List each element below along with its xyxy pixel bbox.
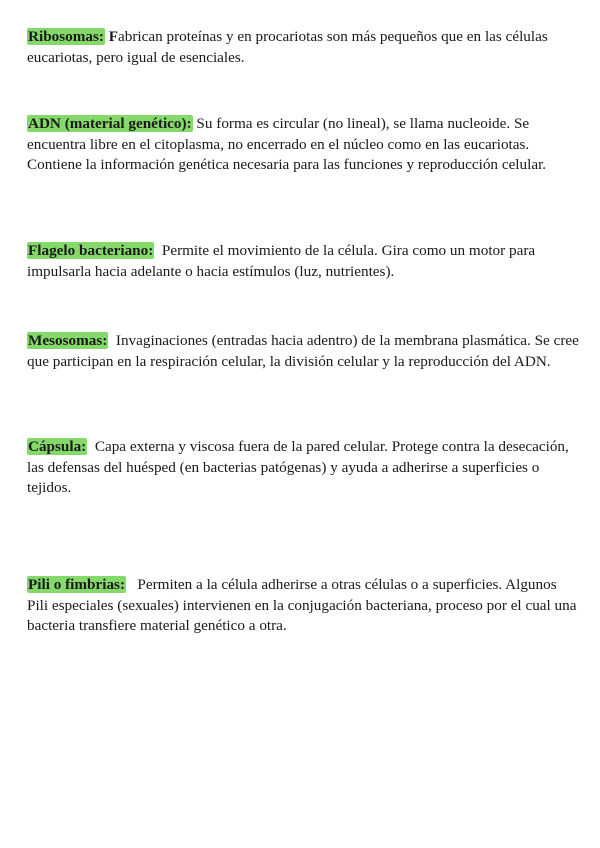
term-ribosomas: Ribosomas: — [28, 28, 104, 45]
entry-flagelo — [27, 241, 579, 282]
definition-adn: Su forma es circular (no lineal), se llama nucleoide. Se encuentra libre en el citoplasma, no encerrado en el núcleo como en las eucariotas. Contiene la información genética necesaria para las funciones y reproducción celular. — [27, 115, 547, 173]
entry-mesosomas — [27, 331, 583, 372]
term-mesosomas: Mesosomas: — [28, 332, 108, 349]
term-flagelo: Flagelo bacteriano: — [28, 242, 154, 259]
definition-first-letter: F — [108, 28, 119, 45]
entry-capsula — [27, 437, 579, 499]
term-adn: ADN (material genético): — [28, 115, 192, 132]
entry-pili — [27, 575, 579, 637]
entry-adn — [27, 114, 579, 176]
definition-ribosomas: abrican proteínas y en procariotas son más pequeños que en las células eucariotas, pero igual de esenciales. — [27, 28, 548, 66]
term-capsula: Cápsula: — [28, 438, 87, 455]
definition-pili: Permiten a la célula adherirse a otras células o a superficies. Algunos Pili especiales (sexuales) intervienen en la conjugación bacteriana, proceso por el cual una bacteria transfiere material genético a otra. — [27, 576, 581, 634]
term-pili: Pili o fimbrias: — [28, 576, 126, 593]
definition-flagelo: Permite el movimiento de la célula. Gira como un motor para impulsarla hacia adelante o hacia estímulos (luz, nutrientes). — [27, 242, 539, 280]
entry-ribosomas — [27, 27, 579, 68]
definition-capsula: Capa externa y viscosa fuera de la pared celular. Protege contra la desecación, las defensas del huésped (en bacterias patógenas) y ayuda a adherirse a superficies o tejidos. — [27, 438, 573, 496]
definition-mesosomas: Invaginaciones (entradas hacia adentro) de la membrana plasmática. Se cree que participan en la respiración celular, la división celular y la reproducción del ADN. — [27, 332, 583, 370]
